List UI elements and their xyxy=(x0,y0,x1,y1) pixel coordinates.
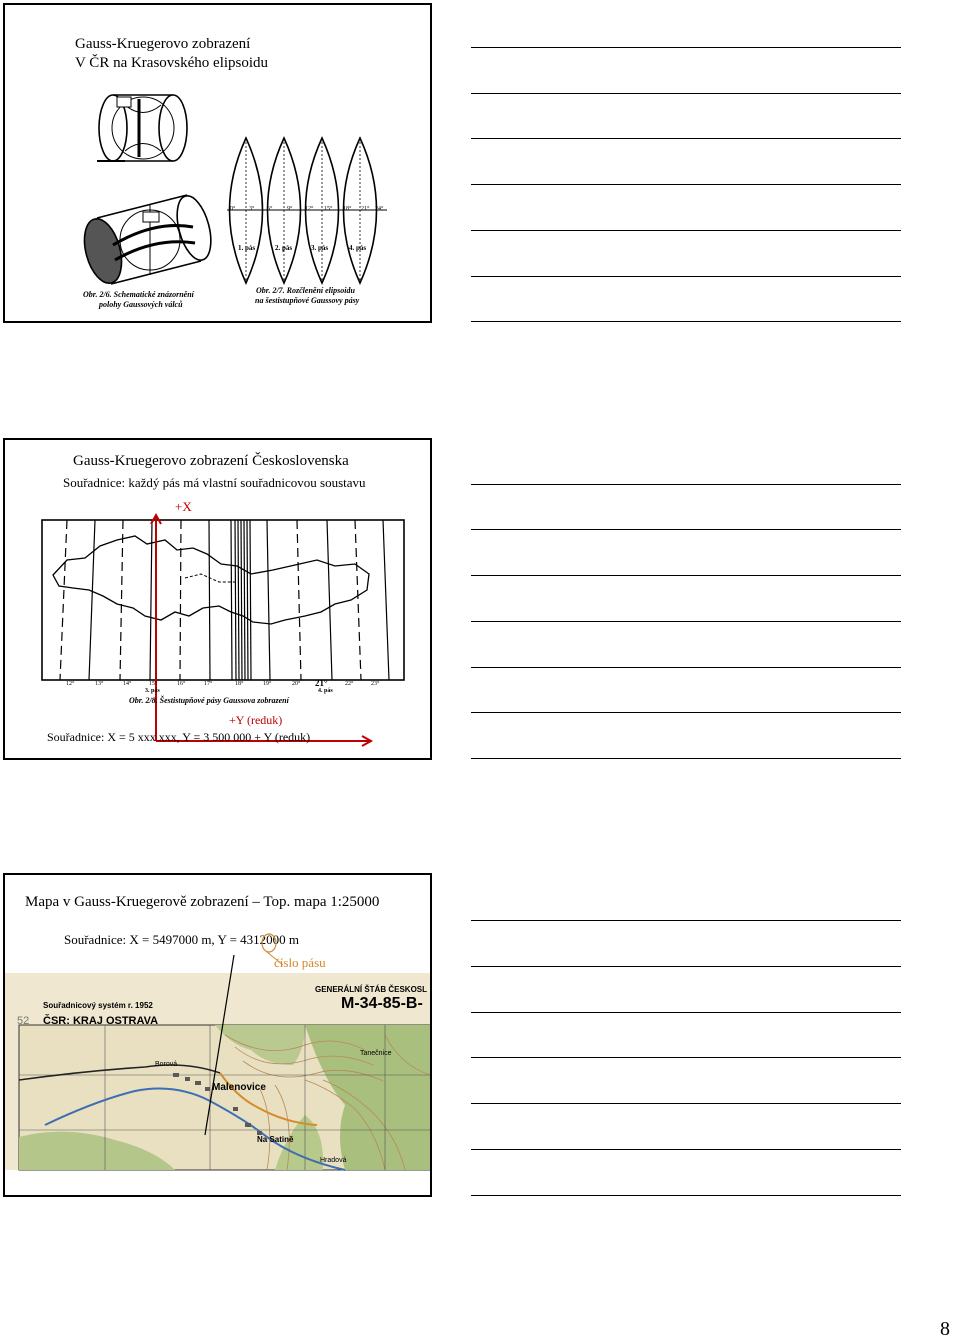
note-line xyxy=(471,47,901,48)
degree-label: 3° xyxy=(249,206,255,212)
degree-label: 18° xyxy=(343,206,352,212)
map-caption: Obr. 2/8. Šestistupňové pásy Gaussova zobrazení xyxy=(129,696,289,705)
map-sheet-number: M-34-85-B- xyxy=(341,995,423,1012)
zone-label: 2. pás xyxy=(275,244,293,252)
degree-label: 20° xyxy=(292,681,301,687)
note-line xyxy=(471,1149,901,1150)
degree-label: 19° xyxy=(263,681,272,687)
degree-label: 13° xyxy=(95,681,104,687)
coordinate-formula: Souřadnice: X = 5 xxx xxx, Y = 3 500 000 + Y (reduk) xyxy=(47,730,311,744)
map-place-label: Malenovice xyxy=(212,1082,266,1093)
note-line xyxy=(471,230,901,231)
figure-caption: Obr. 2/6. Schematické znázornění xyxy=(83,290,194,299)
note-line xyxy=(471,138,901,139)
zone-label: 1. pás xyxy=(238,244,256,252)
zone-number-note: číslo pásu xyxy=(274,955,326,970)
map-coord-system: Souřadnicový systém r. 1952 xyxy=(43,1001,153,1010)
note-line xyxy=(471,529,901,530)
note-line xyxy=(471,621,901,622)
degree-label: 12° xyxy=(305,206,314,212)
slide-3 xyxy=(3,873,432,1197)
degree-label: 21° xyxy=(361,206,370,212)
x-axis-label: +X xyxy=(175,499,192,514)
topographic-map-figure xyxy=(5,875,430,1195)
map-margin-number: 52 xyxy=(17,1015,30,1027)
note-line xyxy=(471,276,901,277)
note-line xyxy=(471,667,901,668)
note-line xyxy=(471,712,901,713)
zone-map-figure xyxy=(5,440,430,758)
note-line xyxy=(471,575,901,576)
degree-label: 21° xyxy=(315,678,328,688)
degree-label: 23° xyxy=(371,681,380,687)
degree-label: 24° xyxy=(375,206,384,212)
coordinate-values: Souřadnice: X = 5497000 m, Y = 4312000 m xyxy=(64,932,300,947)
degree-label: 6° xyxy=(267,206,273,212)
degree-label: 16° xyxy=(177,681,186,687)
map-general-staff: GENERÁLNÍ ŠTÁB ČESKOSL xyxy=(315,985,428,994)
degree-label: 17° xyxy=(204,681,213,687)
note-line xyxy=(471,1057,901,1058)
note-line xyxy=(471,1195,901,1196)
map-place-label: Borová xyxy=(155,1061,178,1068)
slide-3-title: Mapa v Gauss-Kruegerově zobrazení – Top. mapa 1:25000 xyxy=(25,894,380,910)
map-place-label: Hradová xyxy=(320,1157,347,1164)
zone-label: 3. pás xyxy=(311,244,329,252)
slide-1-title-line-1: Gauss-Kruegerovo zobrazení xyxy=(75,36,251,52)
note-line xyxy=(471,966,901,967)
note-line xyxy=(471,184,901,185)
page-number: 8 xyxy=(940,1318,950,1340)
gauss-cylinders-figure xyxy=(5,5,430,321)
figure-caption: na šestistupňové Gaussovy pásy xyxy=(255,296,360,305)
note-line xyxy=(471,484,901,485)
zone-label: 4. pás xyxy=(318,688,333,694)
map-place-label: Tanečnice xyxy=(360,1050,392,1057)
degree-label: 15° xyxy=(149,681,158,687)
note-line xyxy=(471,758,901,759)
y-axis-label: +Y (reduk) xyxy=(229,713,283,727)
slide-2 xyxy=(3,438,432,760)
degree-label: 22° xyxy=(345,681,354,687)
figure-caption: polohy Gaussových válců xyxy=(99,300,183,309)
map-region: ČSR: KRAJ OSTRAVA xyxy=(43,1015,159,1027)
degree-label: 9° xyxy=(287,206,293,212)
note-line xyxy=(471,1103,901,1104)
slide-1-title-line-2: V ČR na Krasovského elipsoidu xyxy=(75,55,269,71)
degree-label: 0° xyxy=(230,206,236,212)
slide-2-title: Gauss-Kruegerovo zobrazení Československa xyxy=(73,453,349,469)
slide-2-subtitle: Souřadnice: každý pás má vlastní souřadnicovou soustavu xyxy=(63,475,366,490)
note-line xyxy=(471,93,901,94)
zone-label: 4. pás xyxy=(349,244,367,252)
note-line xyxy=(471,321,901,322)
note-line xyxy=(471,920,901,921)
note-line xyxy=(471,1012,901,1013)
figure-caption: Obr. 2/7. Rozčlenění elipsoidu xyxy=(256,286,355,295)
zone-label: 3. pás xyxy=(145,688,160,694)
degree-label: 14° xyxy=(123,681,132,687)
degree-label: 12° xyxy=(66,681,75,687)
slide-1 xyxy=(3,3,432,323)
degree-label: 15° xyxy=(324,206,333,212)
map-place-label: Na Satině xyxy=(257,1135,294,1144)
degree-label: 18° xyxy=(235,681,244,687)
